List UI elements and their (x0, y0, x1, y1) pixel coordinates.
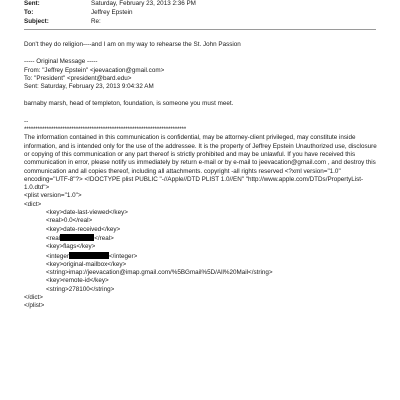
redaction-box (60, 234, 94, 241)
real-date-last-viewed: <real>0.0</real> (46, 217, 93, 225)
reply-text: Don't they do religion----and I am on my way to rehearse the St. John Passion (24, 41, 241, 48)
key-flags: <key>flags</key> (46, 243, 96, 251)
disclaimer-text: The information contained in this communication is confidential, may be attorney-client privileged, may constitute inside information, and is intended only for the use of the addressee. It is the property of Jeffrey Epstein Unauthorized use, disclosure or copying of this communication or any part thereof is strictly prohibited and may be unlawful. If you have received this communication in error, please notify us immediately by return e-mail or by e-mail to jeevacation@gmail.com , and destroy this communication and all copies thereof, including all attachments. copyright -all rights reserved <?xml version="1.0" encoding="UTF-8"?> <!DOCTYPE plist PUBLIC "-//Apple//DTD PLIST 1.0//EN" "http://www.apple.com/DTDs/PropertyList-1.0.dtd"> (24, 134, 379, 192)
email-header (24, 0, 384, 27)
subject-value: Re: (91, 18, 101, 25)
plist-open: <plist version="1.0"> (24, 192, 82, 200)
real-date-received-row (24, 234, 380, 243)
real-end: </real> (94, 234, 114, 242)
original-sent: Sent: Saturday, February 23, 2013 9:04:32 AM (24, 83, 154, 91)
string-original-mailbox: <string>imap://jeevacation@imap.gmail.com/%5BGmail%5D/All%20Mail</string> (46, 269, 273, 277)
original-message-text: barnaby marsh, head of templeton, foundation, is someone you must meet. (24, 100, 234, 108)
signature-dashes: -- (24, 117, 29, 125)
key-remote-id: <key>remote-id</key> (46, 277, 109, 285)
original-from: From: "Jeffrey Epstein" <jeevacation@gmail.com> (24, 66, 165, 74)
email-body (24, 41, 380, 311)
sent-row (24, 0, 384, 9)
to-label: To: (24, 9, 34, 16)
original-message-marker: ----- Original Message ----- (24, 58, 98, 66)
key-date-received: <key>date-received</key> (46, 225, 121, 233)
dict-close: </dict> (24, 294, 43, 302)
integer-flags-row (24, 252, 380, 261)
disclaimer-stars: ************************************************************************ (24, 126, 187, 134)
key-original-mailbox: <key>original-mailbox</key> (46, 260, 127, 268)
original-to: To: "President" <president@bard.edu> (24, 74, 132, 82)
header-divider (24, 29, 376, 30)
redaction-box (69, 252, 109, 259)
to-value: Jeffrey Epstein (91, 9, 133, 16)
string-remote-id: <string>278100</string> (46, 285, 115, 293)
sent-label: Sent: (24, 0, 40, 7)
plist-close: </plist> (24, 302, 45, 310)
plist-block (24, 192, 380, 310)
subject-label: Subject: (24, 18, 49, 25)
real-start: <real (46, 234, 61, 242)
key-date-last-viewed: <key>date-last-viewed</key> (46, 209, 128, 217)
subject-row (24, 18, 384, 27)
sent-value: Saturday, February 23, 2013 2:36 PM (91, 0, 196, 7)
dict-open: <dict> (24, 200, 42, 208)
integer-start: <integer (46, 252, 69, 260)
to-row (24, 9, 384, 18)
integer-end: </integer> (108, 252, 138, 260)
